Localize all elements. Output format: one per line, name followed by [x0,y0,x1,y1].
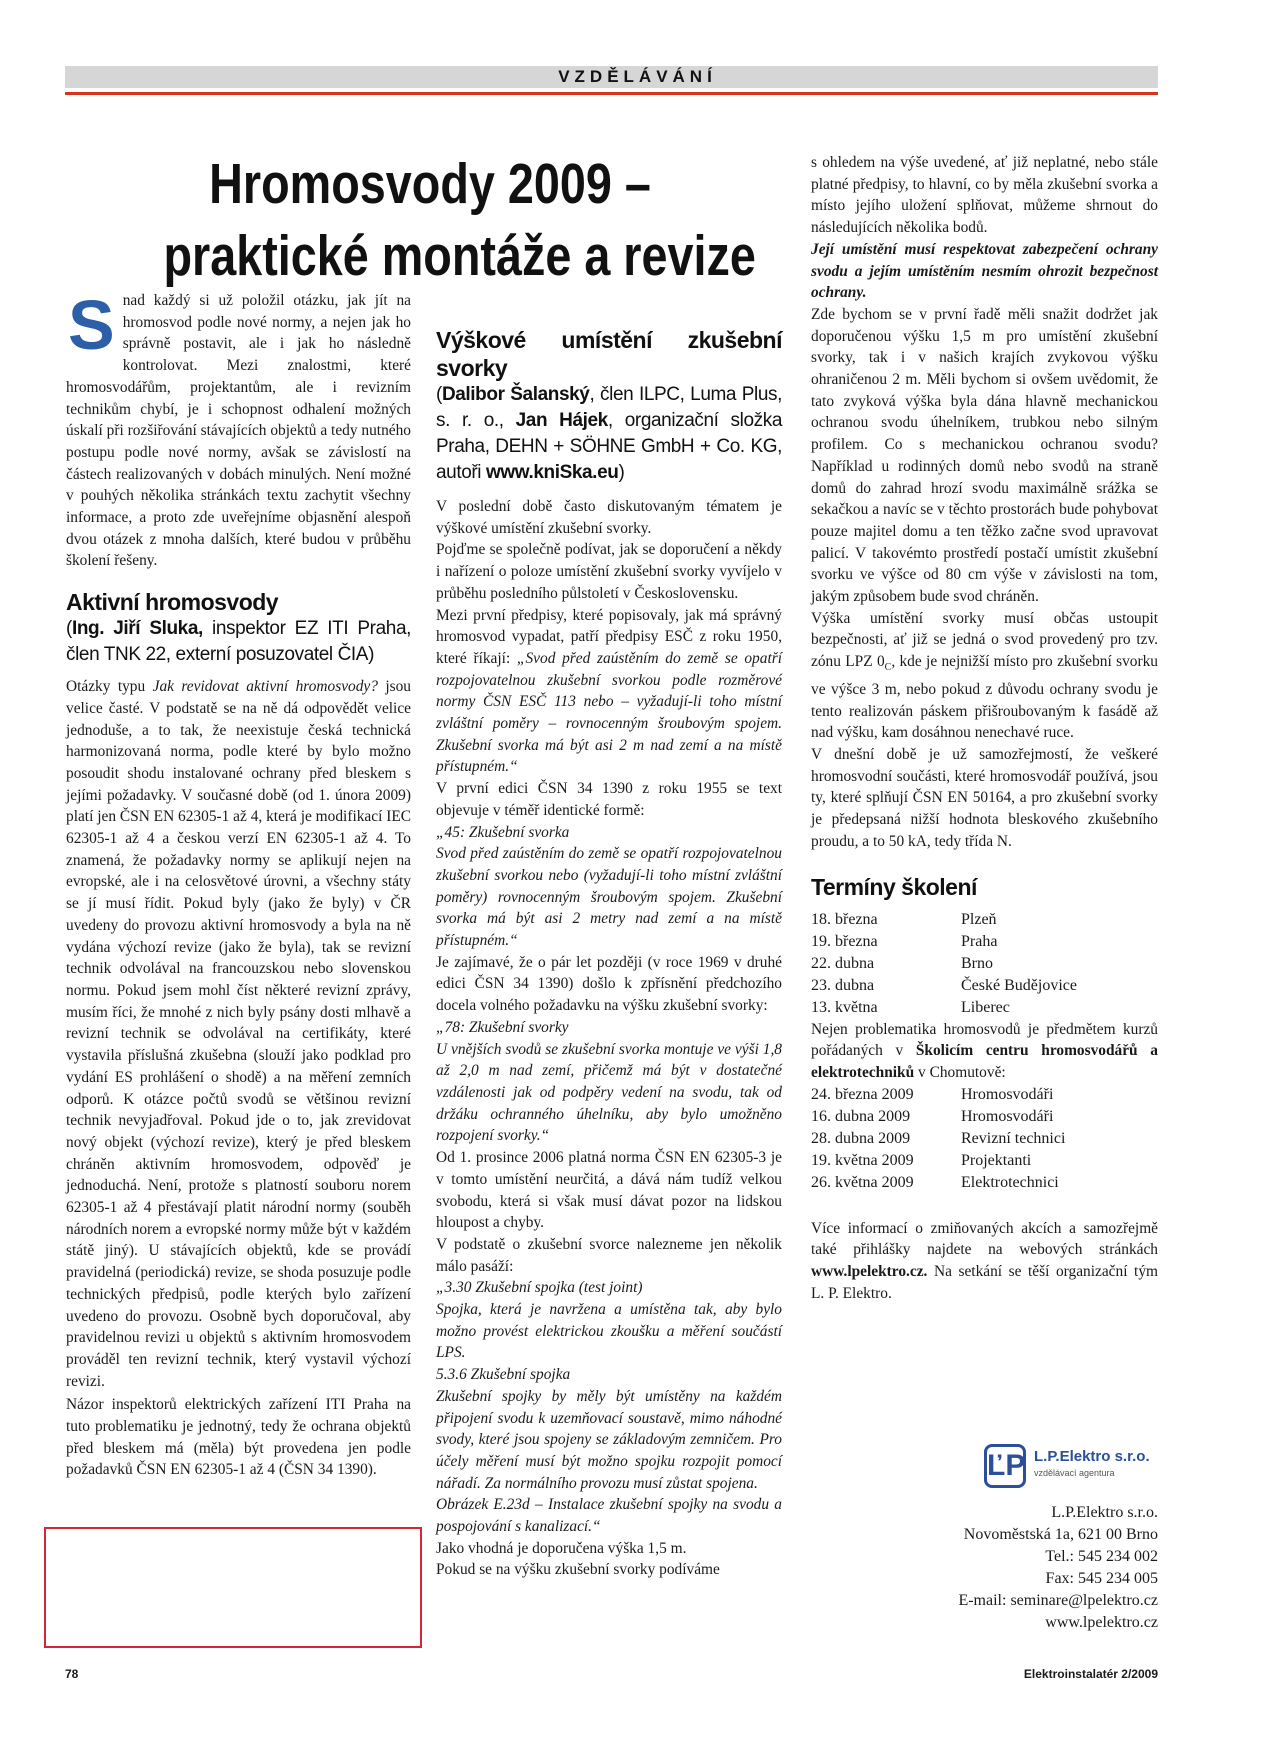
paragraph: V dnešní době je už samozřejmostí, že veškeré hromosvodní součásti, které hromosvodář používá, jsou ty, které splňují ČSN EN 50164, a pro zkušební svorky je předepsaná nižší hodnota bleskového zkušebního proudu, a to 50 kA, tedy třída N. [811,746,1158,850]
schedule-row: 19. května 2009 Projektanti [811,1151,1032,1169]
schedule-row: 16. dubna 2009 Hromosvodáři [811,1107,1054,1125]
contact-phone: Tel.: 545 234 002 [1045,1548,1158,1565]
section-author-svorka: (Dalibor Šalanský, člen ILPC, Luma Plus, s. r. o., Jan Hájek, organizační složka Praha, DEHN + SÖHNE GmbH + Co. KG, autoři www.kniSka.eu) [436,384,782,483]
quote: Obrázek E.23d – Instalace zkušební spojky na svodu a pospojování s kanalizací.“ [436,1496,782,1536]
highlight-box [44,1527,422,1648]
logo-subtitle: vzdělávací agentura [1034,1468,1115,1478]
schedule-row: 19. března Praha [811,932,998,950]
quote-heading: „78: Zkušební svorky [436,1018,569,1036]
logo-icon: ĽP [984,1444,1026,1488]
schedule-row: 13. května Liberec [811,998,1010,1016]
article-title [163,148,756,292]
schedule-row: 22. dubna Brno [811,954,993,972]
title-line-1: Hromosvody 2009 – [209,152,651,216]
paragraph: s ohledem na výše uvedené, ať již neplatné, nebo stále platné předpisy, to hlavní, co by měla zkušební svorka a místo jejího uložení splňovat, můžeme shrnout do následujících několika bodů. [811,154,1158,237]
paragraph: V první edici ČSN 34 1390 z roku 1955 se text objevuje v téměř identické formě: [436,780,782,819]
paragraph: Je zajímavé, že o pár let později (v roce 1969 v druhé edici ČSN 34 1390) došlo k zpřísnění předchozího docela volného požadavku na výšku zkušební svorky: [436,953,782,1015]
intro-paragraph: Snad každý si už položil otázku, jak jít na hromosvod podle nové normy, a nejen jak ho správně postavit, ale i jak ho následně kontrolovat. Mezi znalostmi, které hromosvodářům, projektantům, ale i revizním technikům chybí, je i schopnost odhalení možných úskalí při rozšiřování stávajících objektů a tedy nutného postupu podle nové normy, avšak se závislostí na částech realizovaných v dobách minulých. Není možné v pouhých několika stránkách textu zachytit všechny informace, a proto zde uveřejníme objasnění alespoň dvou otázek z mnoha dalších, které budou v průběhu školení řešeny. [66,286,411,570]
contact-company: L.P.Elektro s.r.o. [1051,1504,1158,1521]
quote-heading: „45: Zkušební svorka [436,823,570,841]
paragraph: Jako vhodná je doporučena výška 1,5 m. [436,1539,687,1557]
section-author-active: (Ing. Jiří Sluka, inspektor EZ ITI Praha, člen TNK 22, externí posuzovatel ČIA) [66,618,411,666]
paragraph: Mezi první předpisy, které popisovaly, jak má správný hromosvod vypadat, patří předpisy ESČ z roku 1950, které říkají: „Svod před zaústěním do země se opatří rozpojovatelnou zkušební svorkou podle rozměrové normy ČSN ESČ 113 nebo – vyžadují-li toho místní zvláštní poměry – rovnocenným šroubovým spojem. Zkušební svorka má být asi 2 m nad zemí a na místě přístupném.“ [436,606,782,776]
paragraph: Pokud se na výšku zkušební svorky podíváme [436,1561,720,1579]
quote: Zkušební spojky by měly být umístěny na každém připojení svodu k uzemňovací soustavě, mimo náhodné svody, které jsou spojeny se základovým zemničem. Pro účely měření musí být možno spojku rozpojit pomocí nářadí. Za normálního provozu musí zůstat spojena. [436,1387,782,1492]
contact-fax: Fax: 545 234 005 [1045,1570,1158,1587]
column-1 [66,286,411,1481]
schedule-row: 24. března 2009 Hromosvodáři [811,1085,1054,1103]
contact-block [860,1502,1158,1634]
quote: Svod před zaústěním do země se opatří rozpojovatelnou zkušební svorkou nebo (vyžadují-li toho místní zvláštní poměry) rovnocenným šroubovým spojem. Zkušební svorka má být asi 2 metry nad zemí a na místě přístupném.“ [436,845,782,950]
quote-heading: 5.3.6 Zkušební spojka [436,1366,571,1384]
website-link[interactable]: www.lpelektro.cz. [811,1263,928,1281]
schedule-row: 28. dubna 2009 Revizní technici [811,1129,1066,1147]
paragraph: Více informací o zmiňovaných akcích a samozřejmě také přihlášky najdete na webových stránkách www.lpelektro.cz. Na setkání se těší organizační tým L. P. Elektro. [811,1219,1158,1302]
quote-heading: „3.30 Zkušební spojka (test joint) [436,1279,643,1297]
section-heading-active: Aktivní hromosvody [66,589,279,616]
company-logo [984,1444,1160,1492]
paragraph: V podstatě o zkušební svorce nalezneme jen několik málo pasáží: [436,1235,782,1275]
page-number: 78 [65,1667,79,1681]
section-heading-svorka: Výškové umístění zkušební svorky [436,327,782,381]
emphasis-paragraph: Její umístění musí respektovat zabezpečení ochrany svodu a jejím umístěním nesmím ohrozit bezpečnost ochrany. [811,240,1158,302]
schedule-row: 23. dubna České Budějovice [811,976,1077,994]
quote: U vnějších svodů se zkušební svorka montuje ve výši 1,8 až 2,0 m nad zemí, přičemž má být v dostatečné vzdálenosti jak od podpěry vedení na svodu, tak od držáku ochranného úhelníku, aby bylo umožněno rozpojení svorky.“ [436,1040,782,1145]
magazine-name: Elektroinstalatér 2/2009 [1023,1667,1158,1681]
paragraph: Otázky typu Jak revidovat aktivní hromosvody? jsou velice časté. V podstatě se na ně dá odpovědět velice jednoduše, a to tak, že neexistuje česká technická harmonizovaná norma, podle které by bylo možno posoudit shodu instalované ochrany před bleskem s jejími požadavky. V současné době (od 1. února 2009) platí jen ČSN EN 62305-1 až 4, která je modifikací IEC 62305-1 až 4 a českou verzí EN 62305-1 až 4. To znamená, že požadavky normy se aplikují nejen na evropské, ale i na celosvětové úrovni, a všechny státy se jí musí řídit. Pokud byly (jako že byly) v ČR uvedeny do provozu aktivní hromosvody a byla na ně vydána výchozí revize (jako že byla), tak se revizní technik odvolával na francouzskou nebo slovenskou normu. Pokud jsem mohl číst některé revizní zprávy, musím říci, že mnohé z nich byly psány dosti mlhavě a revizní technik se odvolával na certifikáty, které vystavila příslušná zkušebna (slouží jako podklad pro vydání ES prohlášení o shodě) a na měření zemních odporů. K otázce počtů svodů se většinou revizní technik nevyjadřoval. Pokud jde o to, jak zrevidovat nový objekt (výchozí revize), který je před bleskem chráněn aktivním hromosvodem, odpověď je jednoduchá. Není, protože s platností souboru norem 62305-1 až 4 přestávají platit národní normy (souběh národních norem a evropské normy může být v každém státě jiný). U stávajících objektů, kde se provádí pravidelná (periodická) revize, se shoda posuzuje podle technických předpisů, podle kterých bylo zařízení uvedeno do provozu. Osobně bych doporučoval, aby pravidelnou revizi u objektů s aktivním hromosvodem prováděl ten revizní technik, který vystavil výchozí revizi. [66,678,411,1390]
logo-name: L.P.Elektro s.r.o. [1034,1448,1150,1465]
contact-website[interactable]: www.lpelektro.cz [1045,1614,1158,1631]
column-3 [811,152,1158,1305]
paragraph-highlighted: Názor inspektorů elektrických zařízení ITI Praha na tuto problematiku je jednotný, tedy že ochrana objektů před bleskem má (měla) být provedena jen podle požadavků ČSN EN 62305-1 až 4 (ČSN 34 1390). [66,1396,411,1479]
drop-cap: S [68,286,115,364]
quote: Spojka, která je navržena a umístěna tak, aby bylo možno provést elektrickou zkoušku a měření součástí LPS. [436,1301,782,1362]
section-heading-terms: Termíny školení [811,873,977,900]
paragraph: Zde bychom se v první řadě měli snažit dodržet jak doporučenou výšku 1,5 m pro umístění zkušební svorky, tak i v našich krajích zvykovou výšku ohraničenou 2 m. Měli bychom si ovšem uvědomit, že tato zvyková výška byla dána hlavně mechanickou ochranou svodu úhelníkem, trubkou nebo silným profilem. Co s mechanickou ochranou svodu? Například u rodinných domů nebo svodů na straně domů do zahrad hrozí svodu maximálně srážka se sekačkou a navíc se v těchto prostorách bude pohybovat pouze majitel domu a ten těžko začne svod upravovat palicí. V takovémto prostředí postačí umístit zkušební svorku ve výšce od 80 cm výše v závislosti na tom, jakým způsobem bude svod chráněn. [811,305,1158,606]
paragraph: Pojďme se společně podívat, jak se doporučení a někdy i nařízení o poloze umístění zkušební svorky vyvíjelo v průběhu posledního půlstoletí v Československu. [436,541,782,602]
contact-address: Novoměstská 1a, 621 00 Brno [963,1526,1158,1543]
schedule-row: 18. března Plzeň [811,910,997,928]
paragraph: Od 1. prosince 2006 platná norma ČSN EN 62305-3 je v tomto umístění neurčitá, a dává nám tudíž velkou svobodu, která si však musí dávat pozor na lidskou hloupost a chyby. [436,1149,782,1232]
header-rule [65,92,1158,95]
section-label: VZDĚLÁVÁNÍ [558,67,717,86]
paragraph: Výška umístění svorky musí občas ustoupit bezpečnosti, ať již se jedná o svod provedený pro tzv. zónu LPZ $0_C$, kde je nejnižší místo pro zkušební svorku ve výšce 3 m, nebo pokud z důvodu ochrany svodu je tento realizován páskem přišroubovaným k fasádě až nad výšku, kam dosáhnou nenechavé ruce. [811,609,1159,742]
paragraph: V poslední době často diskutovaným tématem je výškové umístění zkušební svorky. [436,498,782,537]
paragraph: Nejen problematika hromosvodů je předmětem kurzů pořádaných v Školicím centru hromosvodářů a elektrotechniků v Chomutově: [811,1020,1158,1081]
contact-email[interactable]: E-mail: seminare@lpelektro.cz [958,1592,1158,1609]
schedule-row: 26. května 2009 Elektrotechnici [811,1173,1059,1191]
column-2 [436,326,782,1581]
title-line-2: praktické montáže a revize [163,224,756,288]
